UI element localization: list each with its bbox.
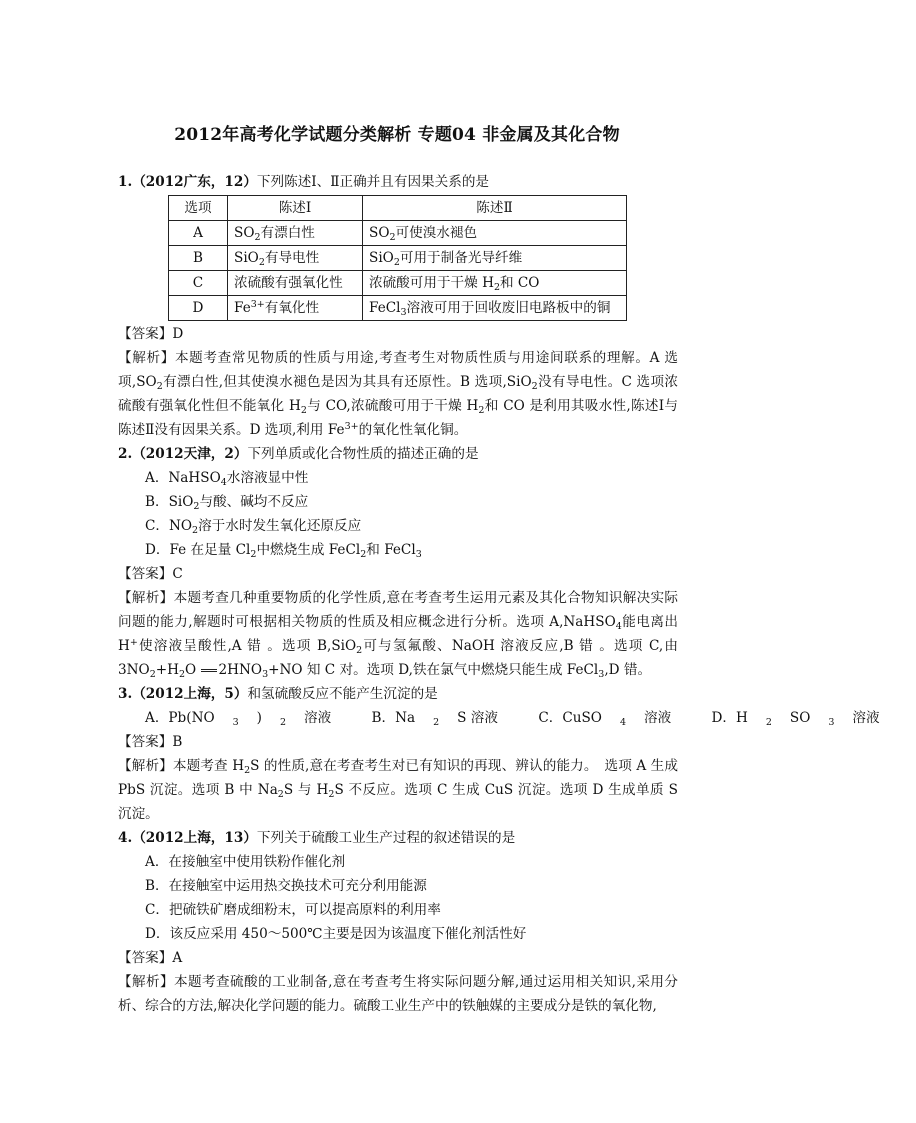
question-4-answer: 【答案】A [118,950,183,966]
question-1-answer: 【答案】D [118,326,184,342]
table-cell-option: A [169,221,228,246]
table-cell-statement-2: 浓硫酸可用于干燥 $H_2$和 CO [363,271,627,296]
question-1-header [118,170,678,194]
question-3-number: 3.（2012上海，5） [118,686,248,702]
table-cell-option: B [169,246,228,271]
question-4-option-b: B．在接触室中运用热交换技术可充分利用能源 [145,878,427,894]
question-3-option-c: C．CuSO $_4$ 溶液 [538,710,672,728]
question-4-stem: 下列关于硫酸工业生产过程的叙述错误的是 [256,830,516,846]
equals-sign-icon [201,659,217,672]
question-3-option-d: D．H $_2$ SO $_3$ 溶液 [711,710,880,728]
table-row [169,271,627,296]
question-3-analysis: 【解析】本题考查 $H_2S$ 的性质,意在考查考生对已有知识的再现、辨认的能力。 选项 A 生成 PbS 沉淀。选项 B 中 $Na_2S$ 与 $H_2S$ 不反应。选项 C 生成 CuS 沉淀。选项 D 生成单质 S 沉淀。 [118,758,678,822]
question-4-option-a: A．在接触室中使用铁粉作催化剂 [145,854,346,870]
question-3-option-b: B．Na $_2$ S 溶液 [371,710,498,728]
table-cell-statement-1: 浓硫酸有强氧化性 [228,271,363,296]
table-cell-statement-2: SiO$_2$可用于制备光导纤维 [363,246,627,271]
question-3-option-a: A．Pb(NO $_3$ ) $_2$ 溶液 [145,710,332,728]
question-3-options [118,706,880,730]
question-4-number: 4.（2012上海，13） [118,830,257,846]
question-3-stem: 和氢硫酸反应不能产生沉淀的是 [247,686,438,702]
question-2-option-b: B．SiO$_2$与酸、碱均不反应 [145,494,309,512]
table-row [169,246,627,271]
question-4-option-d: D．该反应采用 450～500℃主要是因为该温度下催化剂活性好 [145,926,527,942]
table-cell-statement-1: SiO$_2$有导电性 [228,246,363,271]
question-4-header [118,826,678,850]
question-1-table [168,195,627,321]
table-cell-statement-2: $SO_2$可使溴水褪色 [363,221,627,246]
question-2-option-d: D．Fe 在足量 $Cl_2$中燃烧生成 FeCl$_2$和 FeCl$_3$ [145,542,422,560]
question-2-number: 2.（2012天津，2） [118,446,248,462]
question-1-stem: 下列陈述Ⅰ、Ⅱ正确并且有因果关系的是 [256,174,490,190]
table-cell-option: C [169,271,228,296]
table-header-option: 选项 [169,196,228,221]
question-2-answer: 【答案】C [118,566,183,582]
table-cell-statement-2: FeCl$_3$溶液可用于回收废旧电路板中的铜 [363,296,627,321]
question-3-answer: 【答案】B [118,734,183,750]
table-header-statement-2: 陈述Ⅱ [363,196,627,221]
table-header-row [169,196,627,221]
question-4-analysis: 【解析】本题考查硫酸的工业制备,意在考查考生将实际问题分解,通过运用相关知识,采用分析、综合的方法,解决化学问题的能力。硫酸工业生产中的铁触媒的主要成分是铁的氧化物, [118,974,679,1014]
table-row [169,221,627,246]
question-1-number: 1.（2012广东，12） [118,174,257,190]
question-1-analysis: 【解析】本题考查常见物质的性质与用途,考查考生对物质性质与用途间联系的理解。A 选项$,SO_2$有漂白性,但其使溴水褪色是因为其具有还原性。B 选项,SiO$_2$没有导电性。C 选项浓硫酸有强氧化性但不能氧化 $H_2$与 CO,浓硫酸可用于干燥 $H_2$和 CO 是利用其吸水性,陈述Ⅰ与陈述Ⅱ没有因果关系。D 选项,利用 $Fe^{3+}$的氧化性氧化铜。 [118,350,678,438]
question-3-header [118,682,678,706]
table-cell-option: D [169,296,228,321]
document-body [118,170,880,1018]
question-2-option-a: A．NaHSO$_4$水溶液显中性 [145,470,309,488]
question-2-analysis: 【解析】本题考查几种重要物质的化学性质,意在考查考生运用元素及其化合物知识解决实际问题的能力,解题时可根据相关物质的性质及相应概念进行分析。选项 A,NaHSO$_4$能电离出 H+使溶液呈酸性,A 错 。选项 B,SiO$_2$可与氢氟酸、NaOH 溶液反应,B 错 。选项 C,由 $3NO_2+H_2O$ $2HNO_3+NO$ 知 C 对。选项 D,铁在氯气中燃烧只能生成 FeCl$_3$,D 错。 [118,590,679,680]
question-4-option-c: C．把硫铁矿磨成细粉末，可以提高原料的利用率 [145,902,441,918]
table-header-statement-1: 陈述Ⅰ [228,196,363,221]
table-cell-statement-1: $Fe^{3+}$有氧化性 [228,296,363,321]
question-2-stem: 下列单质或化合物性质的描述正确的是 [247,446,479,462]
question-2-option-c: C．$NO_2$溶于水时发生氧化还原反应 [145,518,362,536]
table-cell-statement-1: $SO_2$有漂白性 [228,221,363,246]
document-title: 2012年高考化学试题分类解析 专题04 非金属及其化合物 [174,125,620,145]
question-2-header [118,442,678,466]
table-row [169,296,627,321]
